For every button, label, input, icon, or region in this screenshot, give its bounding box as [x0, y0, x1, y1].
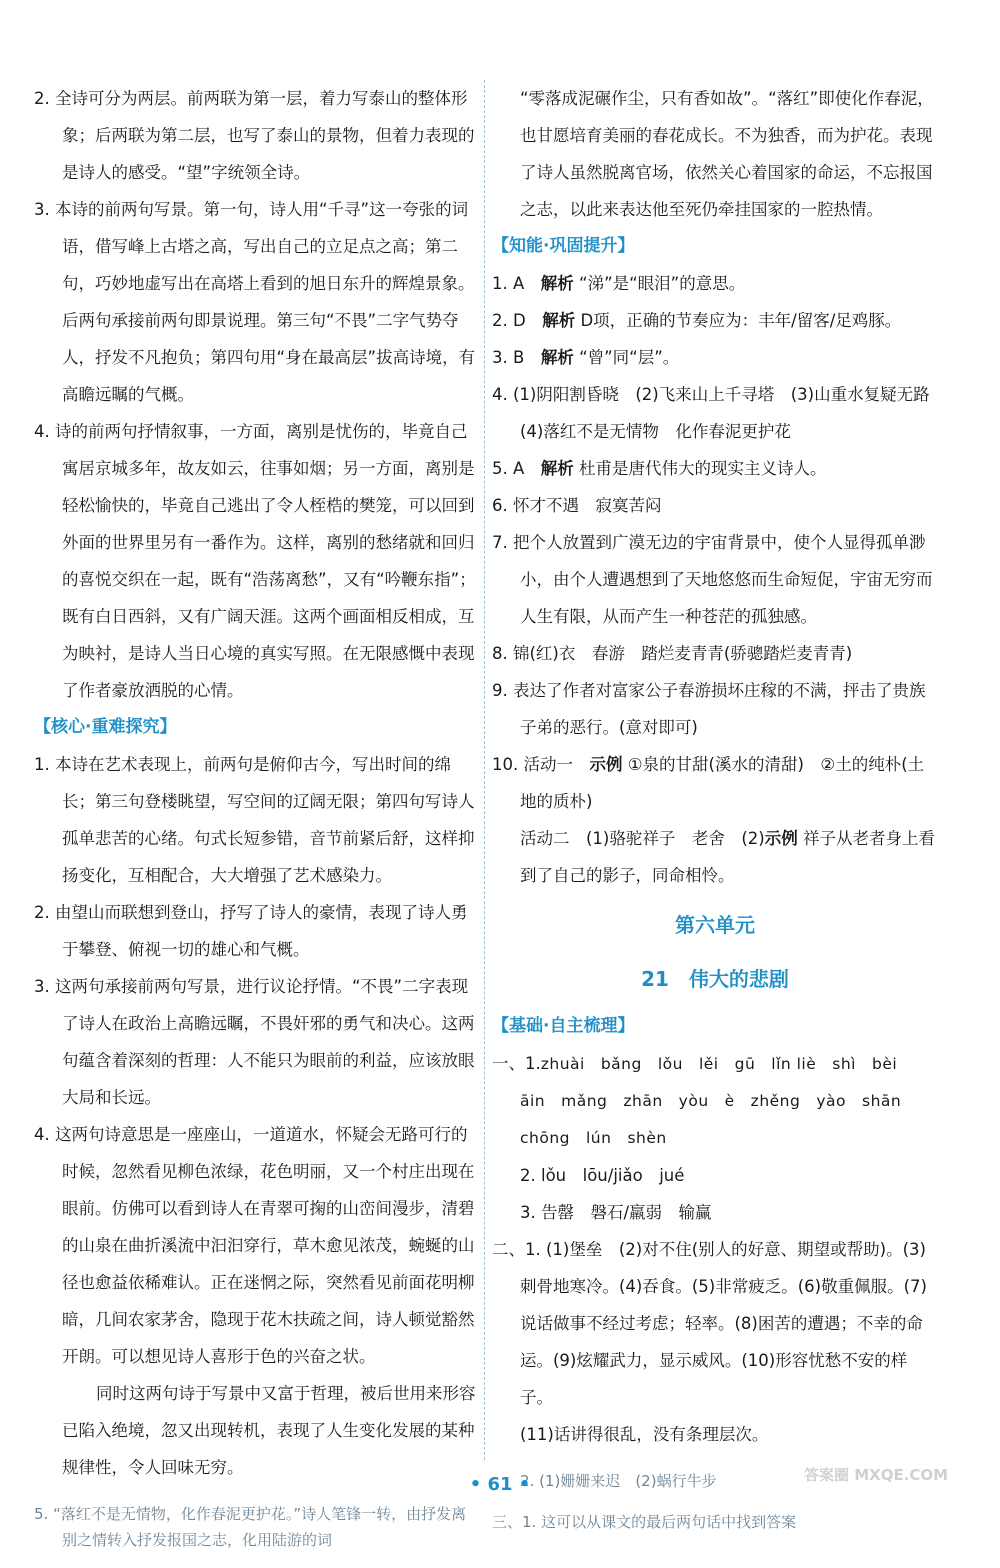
pinyin-line-3: chōng lún shèn	[520, 1129, 667, 1147]
right-column	[492, 80, 947, 1550]
section-heading-core: 【核心·重难探究】	[34, 717, 177, 737]
analysis-label: 解析	[540, 348, 574, 367]
basic-part-two-1-11: (11)话讲得很乱，没有条理层次。	[520, 1425, 769, 1444]
answer-2: 2. 全诗可分为两层。前两联为第一层，着力写泰山的整体形象；后两联为第二层，也写了泰山的景物，但着力表现的是诗人的感受。“望”字统领全诗。	[34, 89, 475, 182]
skill-answer-3	[492, 339, 938, 376]
lesson-title: 21 伟大的悲剧	[641, 967, 789, 991]
section-heading-basic: 【基础·自主梳理】	[492, 1016, 635, 1036]
watermark-text: 答案圈 MXQE.COM	[804, 1466, 949, 1484]
answer-letter: 5. A	[492, 459, 525, 478]
example-label: 示例	[764, 829, 798, 848]
skill-answer-7: 7. 把个人放置到广漠无边的宇宙背景中，使个人显得孤单渺小，由个人遭遇想到了天地悠悠而生命短促，宇宙无穷而人生有限，从而产生一种苍茫的孤独感。	[492, 533, 933, 626]
core-answer-3: 3. 这两句承接前两句写景，进行议论抒情。“不畏”二字表现了诗人在政治上高瞻远瞩，不畏奸邪的勇气和决心。这两句蕴含着深刻的哲理：人不能只为眼前的利益，应该放眼大局和长远。	[34, 977, 475, 1107]
skill-answer-4: 4. (1)阴阳割昏晓 (2)飞来山上千寻塔 (3)山重水复疑无路 (4)落红不是无情物 化作春泥更护花	[492, 385, 947, 441]
page-number: • 61 •	[469, 1474, 531, 1495]
analysis-label: 解析	[540, 459, 574, 478]
skill-answer-6: 6. 怀才不遇 寂寞苦闷	[492, 496, 662, 515]
skill-answer-10	[492, 746, 938, 820]
skill-answer-5	[492, 450, 938, 487]
unit-title: 第六单元	[675, 913, 755, 937]
basic-answer-3: 3. 告罄 磐石/羸弱 输赢	[520, 1203, 712, 1222]
left-column	[34, 80, 480, 1568]
analysis-text: “曾”同“层”。	[579, 348, 680, 367]
answer-3: 3. 本诗的前两句写景。第一句，诗人用“千寻”这一夸张的词语，借写峰上古塔之高，写出自己的立足点之高；第二句，巧妙地虚写出在高塔上看到的旭日东升的辉煌景象。后两句承接前两句即景说理。第三句“不畏”二字气势夺人，抒发不凡抱负；第四句用“身在最高层”拔高诗境，有高瞻远瞩的气概。	[34, 200, 476, 404]
core-answer-4: 4. 这两句诗意思是一座座山，一道道水，怀疑会无路可行的时候，忽然看见柳色浓绿，花色明丽，又一个村庄出现在眼前。仿佛可以看到诗人在青翠可掬的山峦间漫步，清碧的山泉在曲折溪流中汩汩穿行，草木愈见浓茂，蜿蜒的山径也愈益依稀难认。正在迷惘之际，突然看见前面花明柳暗，几间农家茅舍，隐现于花木扶疏之间，诗人顿觉豁然开朗。可以想见诗人喜形于色的兴奋之状。	[34, 1125, 475, 1366]
core-answer-5-continued: “零落成泥碾作尘，只有香如故”。“落红”即使化作春泥，也甘愿培育美丽的春花成长。不为独香，而为护花。表现了诗人虽然脱离官场，依然关心着国家的命运，不忘报国之志，以此来表达他至死仍牵挂国家的一腔热情。	[520, 89, 934, 219]
analysis-label: 解析	[542, 311, 576, 330]
activity-one-label: 10. 活动一	[492, 755, 573, 774]
skill-answer-10-activity-two	[492, 820, 938, 894]
column-divider	[484, 80, 485, 1460]
basic-part-two-2: 2. (1)姗姗来迟 (2)蜗行牛步	[520, 1472, 717, 1490]
skill-answer-1	[492, 265, 938, 302]
activity-two-example: 祥子从老者身上看到了自己的影子，同命相怜。	[520, 829, 935, 885]
answer-letter: 3. B	[492, 348, 525, 367]
pinyin-label: 一、1.	[492, 1054, 541, 1073]
watermark-logo	[794, 1438, 994, 1508]
activity-two-text: 活动二 (1)骆驼祥子 老舍 (2)	[520, 829, 765, 848]
pinyin-line-1	[492, 1045, 938, 1083]
skill-answer-2	[492, 302, 938, 339]
answer-letter: 2. D	[492, 311, 526, 330]
analysis-text: “涕”是“眼泪”的意思。	[579, 274, 746, 293]
skill-answer-9: 9. 表达了作者对富家公子春游损坏庄稼的不满，抨击了贵族子弟的恶行。(意对即可)	[492, 681, 926, 737]
core-answer-4-continued: 同时这两句诗于写景中又富于哲理，被后世用来形容已陷入绝境，忽又出现转机，表现了人生变化发展的某种规律性，令人回味无穷。	[62, 1384, 476, 1477]
analysis-text: D项，正确的节奏应为：丰年/留客/足鸡豚。	[580, 311, 902, 330]
activity-one-text: ①泉的甘甜(溪水的清甜) ②土的纯朴(土地的质朴)	[520, 755, 925, 811]
pinyin-line-2: āin mǎng zhān yòu è zhěng yào shān	[520, 1092, 902, 1110]
analysis-text: 杜甫是唐代伟大的现实主义诗人。	[579, 459, 827, 478]
answer-4: 4. 诗的前两句抒情叙事，一方面，离别是忧伤的，毕竟自己寓居京城多年，故友如云，往事如烟；另一方面，离别是轻松愉快的，毕竟自己逃出了令人桎梏的樊笼，可以回到外面的世界里另有一番作为。这样，离别的愁绪就和回归的喜悦交织在一起，既有“浩荡离愁”，又有“吟鞭东指”；既有白日西斜，又有广阔天涯。这两个画面相反相成，互为映衬，是诗人当日心境的真实写照。在无限感慨中表现了作者豪放洒脱的心情。	[34, 422, 476, 700]
core-answer-2: 2. 由望山而联想到登山，抒写了诗人的豪情，表现了诗人勇于攀登、俯视一切的雄心和气概。	[34, 903, 468, 959]
answer-letter: 1. A	[492, 274, 525, 293]
basic-answer-2: 2. lǒu lōu/jiǎo jué	[520, 1166, 685, 1185]
core-answer-1: 1. 本诗在艺术表现上，前两句是俯仰古今，写出时间的绵长；第三句登楼眺望，写空间的辽阔无限；第四句写诗人孤单悲苦的心绪。句式长短参错，音节前紧后舒，这样抑扬变化，互相配合，大大增强了艺术感染力。	[34, 755, 475, 885]
basic-part-three-1: 三、1. 这可以从课文的最后两句话中找到答案	[492, 1513, 797, 1531]
analysis-label: 解析	[540, 274, 574, 293]
core-answer-5: 5. “落红不是无情物，化作春泥更护花。”诗人笔锋一转，由抒发离别之情转入抒发报国之志，化用陆游的词	[34, 1505, 467, 1549]
basic-part-two-1: 二、1. (1)堡垒 (2)对不住(别人的好意、期望或帮助)。(3)刺骨地寒冷。(4)吞食。(5)非常疲乏。(6)敬重佩服。(7)说话做事不经过考虑；轻率。(8)困苦的遭遇；不幸的命运。(9)炫耀武力，显示威风。(10)形容忧愁不安的样子。	[492, 1240, 927, 1407]
pinyin-text: zhuài bǎng lǒu lěi gū lǐn liè shì bèi	[540, 1055, 898, 1073]
section-heading-skill: 【知能·巩固提升】	[492, 236, 635, 256]
example-label: 示例	[589, 755, 623, 774]
skill-answer-8: 8. 锦(红)衣 春游 踏烂麦青青(骄骢踏烂麦青青)	[492, 644, 853, 663]
